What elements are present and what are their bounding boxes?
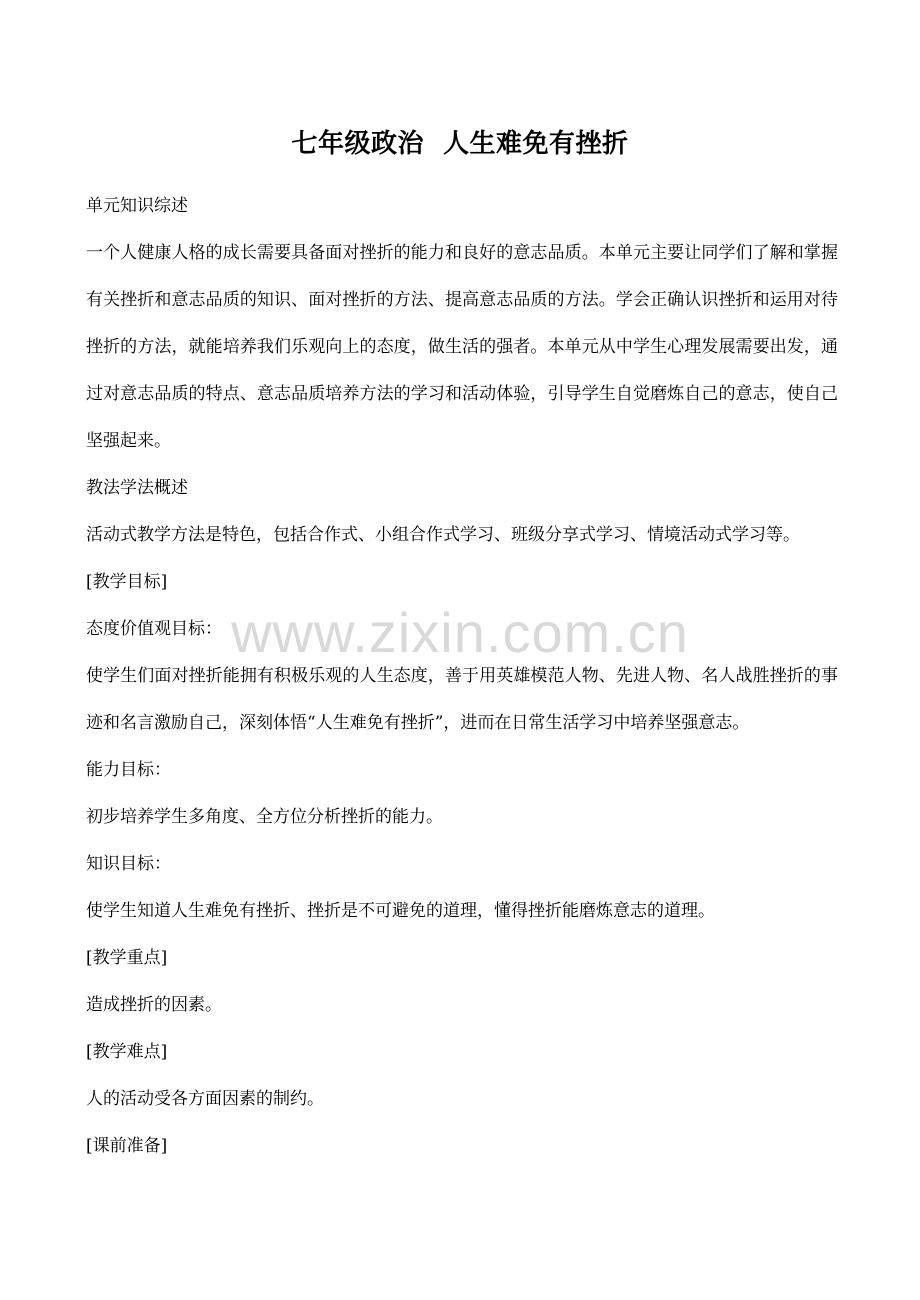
watermark-text: www.zixin.com.cn: [231, 601, 689, 664]
paragraph-unit-overview: 一个人健康人格的成长需要具备面对挫折的能力和良好的意志品质。本单元主要让同学们了解和掌握有关挫折和意志品质的知识、面对挫折的方法、提高意志品质的方法。学会正确认识挫折和运用对待挫折的方法，就能培养我们乐观向上的态度，做生活的强者。本单元从中学生心理发展需要出发，通过对意志品质的特点、意志品质培养方法的学习和活动体验，引导学生自觉磨炼自己的意志，使自己坚强起来。: [86, 243, 838, 451]
section-heading-teaching-goals: [教学目标]: [86, 572, 168, 592]
section-heading-unit-overview: 单元知识综述: [86, 196, 188, 216]
paragraph-attitude-goal: 使学生们面对挫折能拥有积极乐观的人生态度，善于用英雄模范人物、先进人物、名人战胜挫折的事迹和名言激励自己，深刻体悟“人生难免有挫折”，进而在日常生活学习中培养坚强意志。: [86, 666, 838, 733]
subheading-attitude-goal: 态度价值观目标：: [86, 619, 222, 639]
subheading-ability-goal: 能力目标：: [86, 760, 171, 780]
paragraph-ability-goal: 初步培养学生多角度、全方位分析挫折的能力。: [86, 807, 443, 827]
section-heading-key-points: [教学重点]: [86, 948, 168, 968]
document-title: 七年级政治 人生难免有挫折: [291, 129, 629, 159]
section-heading-teaching-methods: 教法学法概述: [86, 478, 188, 498]
subheading-knowledge-goal: 知识目标：: [86, 854, 171, 874]
document-body: [86, 183, 838, 1170]
paragraph-difficult-points: 人的活动受各方面因素的制约。: [86, 1089, 324, 1109]
paragraph-key-points: 造成挫折的因素。: [86, 995, 222, 1015]
paragraph-knowledge-goal: 使学生知道人生难免有挫折、挫折是不可避免的道理，懂得挫折能磨炼意志的道理。: [86, 901, 715, 921]
paragraph-teaching-methods: 活动式教学方法是特色，包括合作式、小组合作式学习、班级分享式学习、情境活动式学习等。: [86, 525, 800, 545]
section-heading-preparation: [课前准备]: [86, 1136, 168, 1156]
section-heading-difficult-points: [教学难点]: [86, 1042, 168, 1062]
